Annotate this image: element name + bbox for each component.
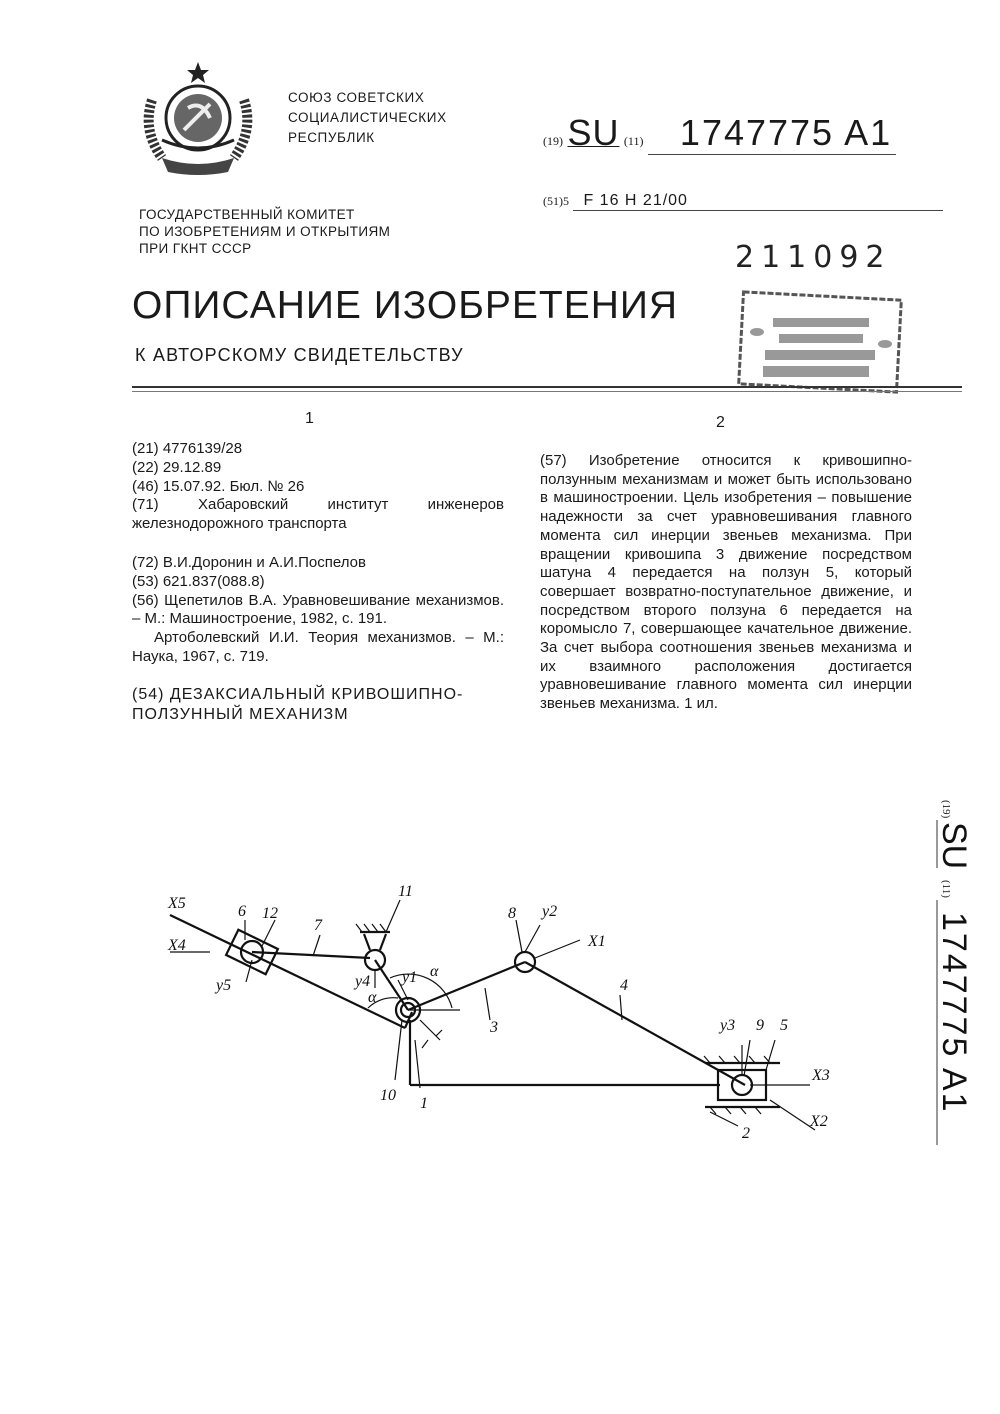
header-rule [132,391,962,392]
label-x2: X2 [810,1113,828,1130]
document-subtitle: К АВТОРСКОМУ СВИДЕТЕЛЬСТВУ [135,345,464,365]
label-y2: y2 [542,903,558,920]
library-stamp [735,290,905,395]
field-22: (22) 29.12.89 [132,458,222,476]
field-53: (53) 621.837(088.8) [132,572,265,590]
union-line: РЕСПУБЛИК [288,130,375,145]
field-46: (46) 15.07.92. Бюл. № 26 [132,477,305,495]
mechanism-diagram [150,880,850,1140]
label-x3: X3 [812,1067,830,1084]
document-number: 1747775 A1 [648,112,896,155]
ussr-coat-of-arms-icon [132,60,264,178]
label-1: 1 [420,1095,428,1112]
label-5: 5 [780,1017,788,1034]
label-11: 11 [398,883,413,900]
label-3: 3 [490,1019,498,1036]
publication-number [543,112,896,155]
document-title: ОПИСАНИЕ ИЗОБРЕТЕНИЯ [132,284,679,327]
label-8: 8 [508,905,516,922]
label-alpha-upper: α [430,963,439,980]
label-x5: X5 [168,895,186,912]
side-country-code: SU [935,822,973,870]
committee-line: ПО ИЗОБРЕТЕНИЯМ И ОТКРЫТИЯМ [139,224,391,239]
label-y4: y4 [355,973,371,990]
label-10: 10 [380,1087,396,1104]
label-4: 4 [620,977,628,994]
link-rocker-7 [252,952,370,958]
field-56-ref2: Артоболевский И.И. Теория механизмов. – М.: Наука, 1967, с. 719. [132,629,504,665]
field-71: (71) Хабаровский институт инженеров железнодорожного транспорта [132,496,504,533]
link-rod-4 [525,962,745,1085]
side-code-19: (19) [940,800,952,819]
label-6: 6 [238,903,246,920]
bibliographic-data [132,440,504,725]
issuer-committee [139,206,390,257]
handwritten-number: 211092 [735,240,892,275]
column-number: 2 [716,414,725,431]
ipc-classification [543,192,943,211]
committee-line: ГОСУДАРСТВЕННЫЙ КОМИТЕТ [139,207,355,222]
label-alpha-lower: α [368,989,377,1006]
union-line: СОЦИАЛИСТИЧЕСКИХ [288,110,447,125]
union-line: СОЮЗ СОВЕТСКИХ [288,90,425,105]
committee-line: ПРИ ГКНТ СССР [139,241,252,256]
label-y5: y5 [216,977,232,994]
link-crank-3 [408,962,525,1010]
label-y3: y3 [720,1017,736,1034]
country-code: SU [567,112,620,153]
label-y1: y1 [402,969,418,986]
field-56: (56) Щепетилов В.А. Уравновешивание механизмов. – М.: Машиностроение, 1982, с. 191. [132,591,504,628]
field-21: (21) 4776139/28 [132,440,243,457]
label-7: 7 [314,917,322,934]
field-72: (72) В.И.Доронин и А.И.Поспелов [132,553,366,571]
label-12: 12 [262,905,278,922]
field-54-title: (54) ДЕЗАКСИАЛЬНЫЙ КРИВОШИПНО-ПОЛЗУННЫЙ МЕХАНИЗМ [132,685,464,723]
label-2: 2 [742,1125,750,1140]
side-document-number: 1747775 A1 [935,912,973,1114]
abstract: (57) Изобретение относится к кривошипно-ползунным механизмам и может быть использовано в машиностроении. Цель изобретения – повышение надежности за счет уравновешивания главного момента сил инерции звеньев механизма. При вращении кривошипа 3 движение посредством шатуна 4 передается на ползун 5, который совершает возвратно-поступательное движение, и посредством второго ползуна 6 передается на коромысло 7, совершающее качательное движение. За счет выбора соотношения звеньев механизма и их взаимного расположения достигается уравновешивание главного момента сил инерции звеньев механизма. 1 ил. [540,452,912,713]
code-11: (11) [623,134,644,148]
code-51: (51)5 [543,194,569,208]
header-rule [132,386,962,388]
side-code-11: (11) [940,880,952,898]
side-publication-number [925,800,975,1150]
issuer-union [288,88,447,148]
label-x1: X1 [588,933,606,950]
ipc-value: F 16 H 21/00 [573,192,943,211]
code-19: (19) [543,134,563,148]
label-x4: X4 [168,937,186,954]
label-9: 9 [756,1017,764,1034]
column-number: 1 [305,410,314,427]
